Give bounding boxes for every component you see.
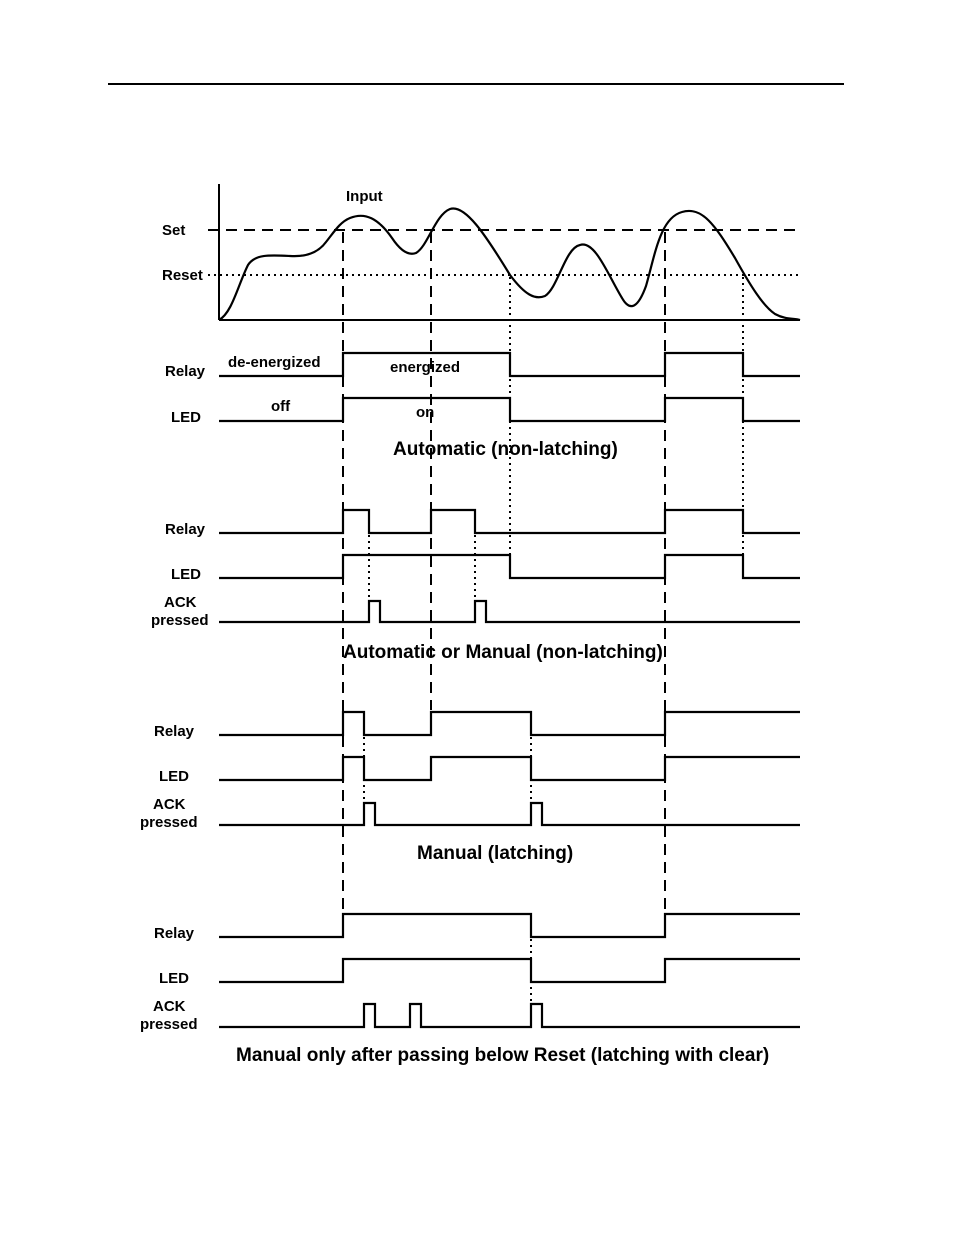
- panel-caption: Automatic or Manual (non-latching): [343, 642, 663, 663]
- set-label: Set: [162, 222, 186, 239]
- led-waveform: [219, 959, 800, 982]
- relay-label: Relay: [154, 925, 195, 942]
- led-waveform: [219, 398, 800, 421]
- led-state-off: off: [271, 398, 291, 415]
- relay-label: Relay: [165, 363, 206, 380]
- panel-caption: Manual only after passing below Reset (latching with clear): [236, 1045, 770, 1066]
- ack-waveform: [219, 601, 800, 622]
- led-label: LED: [171, 566, 201, 583]
- input-label: Input: [346, 188, 383, 205]
- input-graph: [162, 184, 800, 320]
- panel-latching-with-clear: [140, 914, 800, 1066]
- ack-label-line2: pressed: [140, 814, 198, 831]
- led-waveform: [219, 555, 800, 578]
- ack-waveform: [219, 1004, 800, 1027]
- reset-label: Reset: [162, 267, 203, 284]
- led-state-on: on: [416, 404, 435, 421]
- relay-waveform: [219, 712, 800, 735]
- led-label: LED: [159, 970, 189, 987]
- relay-state-energized: energized: [390, 359, 461, 376]
- relay-state-de-energized: de-energized: [228, 354, 321, 371]
- relay-waveform: [219, 914, 800, 937]
- led-label: LED: [159, 768, 189, 785]
- led-label: LED: [171, 409, 201, 426]
- ack-label-line2: pressed: [140, 1016, 198, 1033]
- ack-label-line1: ACK: [164, 594, 197, 611]
- ack-waveform: [219, 803, 800, 825]
- input-signal-curve: [219, 208, 800, 320]
- panel-automatic-non-latching: [165, 353, 800, 460]
- relay-label: Relay: [154, 723, 195, 740]
- ack-label-line1: ACK: [153, 796, 186, 813]
- ack-label-line1: ACK: [153, 998, 186, 1015]
- panel-caption: Manual (latching): [417, 843, 574, 864]
- panel-caption: Automatic (non-latching): [393, 439, 618, 460]
- panel-automatic-or-manual: [151, 510, 800, 663]
- ack-label-line2: pressed: [151, 612, 209, 629]
- led-waveform: [219, 757, 800, 780]
- relay-label: Relay: [165, 521, 206, 538]
- panel-manual-latching: [140, 712, 800, 864]
